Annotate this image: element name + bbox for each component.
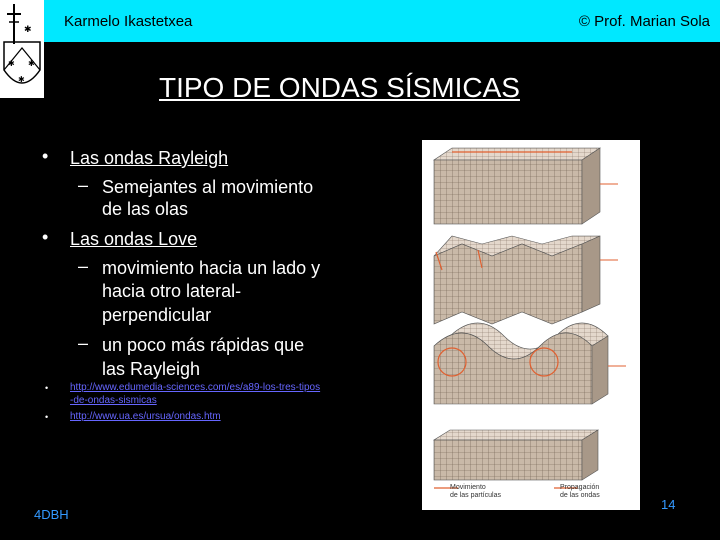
course-label: 4DBH <box>34 507 69 522</box>
dash-marker: – <box>78 333 89 353</box>
rayleigh-desc-line2: de las olas <box>102 199 189 219</box>
header-bar <box>44 0 720 42</box>
edumedia-link-line1[interactable]: http://www.edumedia-sciences.com/es/a89-los-tres-tipos <box>70 382 321 393</box>
seismic-waves-figure <box>422 140 640 510</box>
bullet-dot: • <box>45 412 49 422</box>
caption-propagation-line2: de las ondas <box>560 492 600 499</box>
school-name: Karmelo Ikastetxea <box>64 13 193 30</box>
page-number: 14 <box>661 497 676 512</box>
love-desc-line2: hacia otro lateral- <box>102 281 242 301</box>
dash-marker: – <box>78 256 89 276</box>
love-speed-line2: las Rayleigh <box>102 359 201 379</box>
block-undisturbed <box>434 148 618 224</box>
bullet-dot: • <box>42 146 49 166</box>
slide-title: TIPO DE ONDAS SÍSMICAS <box>159 72 520 103</box>
block-rayleigh-wave <box>434 323 626 404</box>
svg-text:✱: ✱ <box>28 59 35 68</box>
author-credit: © Prof. Marian Sola <box>578 13 710 30</box>
svg-text:✱: ✱ <box>18 75 25 84</box>
wave-blocks-illustration <box>422 140 640 510</box>
caption-particle-line2: de las partículas <box>450 492 501 499</box>
caption-particle-line1: Movimiento <box>450 484 486 491</box>
carmel-shield-icon <box>0 0 44 98</box>
ua-link[interactable]: http://www.ua.es/ursua/ondas.htm <box>70 411 221 422</box>
love-desc-line3: perpendicular <box>102 305 212 325</box>
block-body-wave <box>434 430 598 480</box>
svg-text:✱: ✱ <box>24 24 32 34</box>
block-love-wave <box>434 236 618 324</box>
love-speed-line1: un poco más rápidas que <box>102 335 305 355</box>
dash-marker: – <box>78 175 89 195</box>
bullet-dot: • <box>45 383 49 393</box>
rayleigh-desc-line1: Semejantes al movimiento <box>102 177 314 197</box>
bullet-rayleigh: Las ondas Rayleigh <box>70 148 229 168</box>
caption-propagation-line1: Propagación <box>560 484 600 491</box>
bullet-love: Las ondas Love <box>70 229 198 249</box>
love-desc-line1: movimiento hacia un lado y <box>102 258 321 278</box>
school-logo <box>0 0 44 98</box>
bullet-dot: • <box>42 227 49 247</box>
svg-text:✱: ✱ <box>8 59 15 68</box>
edumedia-link-line2[interactable]: -de-ondas-sismicas <box>70 395 157 406</box>
